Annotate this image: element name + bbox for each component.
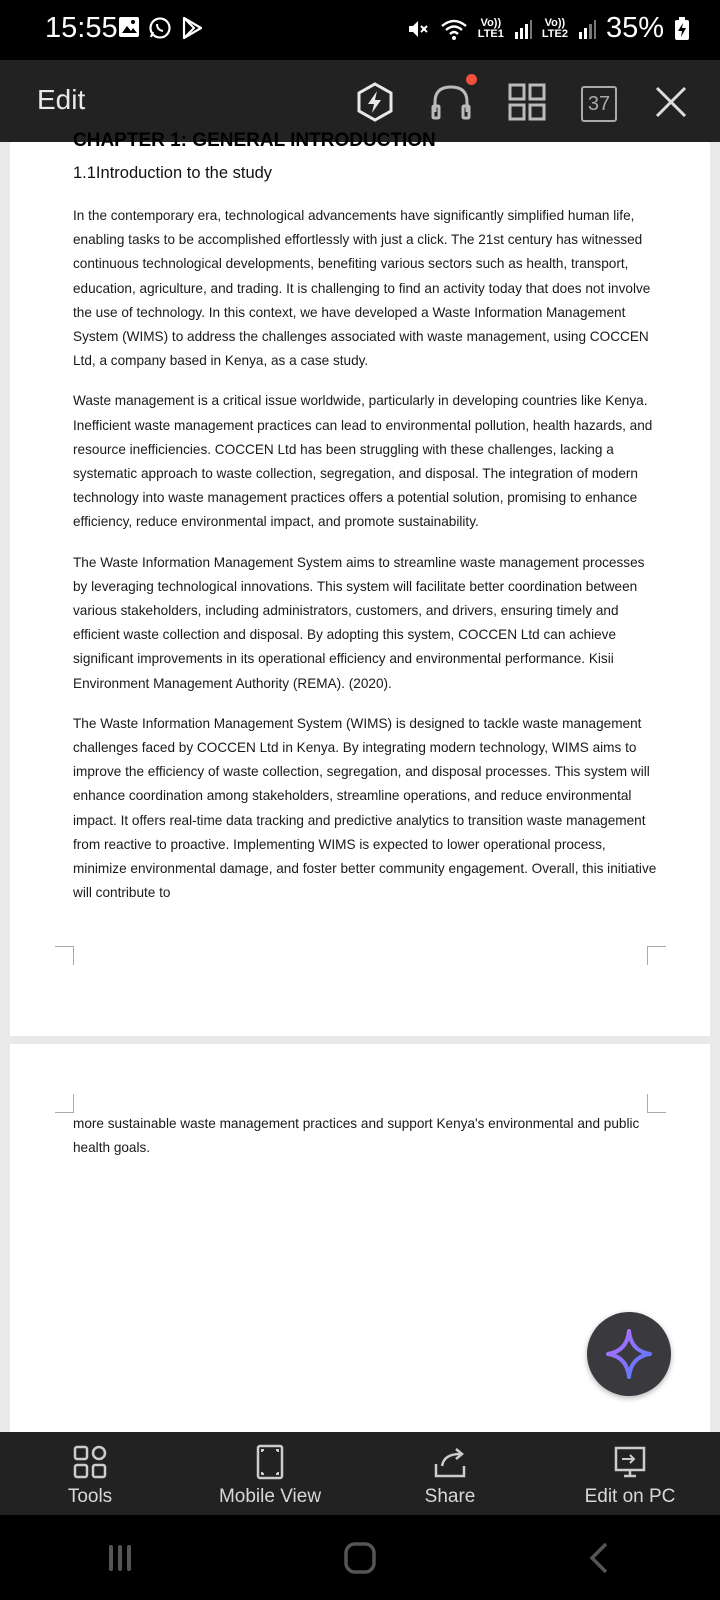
- edit-on-pc-button[interactable]: [540, 1432, 720, 1515]
- lte2-bottom: LTE2: [541, 27, 568, 40]
- mobile-view-icon: [252, 1444, 288, 1480]
- section-heading: 1.1Introduction to the study: [73, 164, 273, 182]
- tools-icon: [72, 1444, 108, 1480]
- battery-percent: 35%: [605, 12, 664, 44]
- layout-button[interactable]: [505, 80, 549, 124]
- close-button[interactable]: [649, 80, 693, 124]
- home-icon[interactable]: [340, 1538, 380, 1578]
- system-status-icons: [406, 12, 690, 45]
- recent-apps-icon[interactable]: [100, 1538, 140, 1578]
- paragraph: The Waste Information Management System aims to streamline waste management processes by leveraging technological innovations. This system will facilitate better coordination between various stakeholders, including administrators, customers, and drivers, ensuring timely and efficient waste collection and disposal. By adopting this system, COCCEN Ltd can achieve significant improvements in its operational efficiency and environmental performance. Kisii Environment Management Authority (REMA). (2020).: [73, 554, 645, 691]
- share-label: Share: [424, 1486, 476, 1507]
- chapter-title: CHAPTER 1: GENERAL INTRODUCTION: [73, 130, 436, 151]
- close-icon: [649, 80, 693, 124]
- status-bar: [0, 0, 720, 60]
- toolbar: [353, 80, 693, 124]
- document-page-1[interactable]: [10, 130, 710, 1036]
- tools-button[interactable]: [0, 1432, 180, 1515]
- margin-corner-mark: [647, 1094, 666, 1113]
- signal2-icon: [578, 18, 596, 40]
- paragraph: Waste management is a critical issue worldwide, particularly in developing countries like Kenya. Inefficient waste management practices can lead to environmental pollution, health hazards, and resource inefficiencies. COCCEN Ltd has been struggling with these challenges, lacking a systematic approach to waste collection, segregation, and disposal. The integration of modern technology into waste management practices offers a potential solution, promising to enhance efficiency, reduce environmental impact, and promote sustainability.: [73, 393, 653, 530]
- bolt-hexagon-icon: [353, 80, 397, 124]
- battery-charging-icon: [674, 17, 690, 41]
- page-count-button[interactable]: 37: [581, 86, 617, 122]
- lte2-top: Vo)): [544, 16, 566, 29]
- edit-button[interactable]: Edit: [37, 84, 86, 115]
- headphones-icon: [429, 80, 473, 124]
- edit-on-pc-label: Edit on PC: [584, 1486, 676, 1507]
- margin-corner-mark: [55, 946, 74, 965]
- status-time: 15:55: [45, 12, 118, 44]
- back-icon[interactable]: [580, 1538, 620, 1578]
- margin-corner-mark: [55, 1094, 74, 1113]
- paragraph: more sustainable waste management practices and support Kenya's environmental and public health goals.: [73, 1116, 640, 1156]
- share-icon: [432, 1444, 468, 1480]
- grid-icon: [505, 80, 549, 124]
- play-store-icon: [180, 16, 204, 40]
- monitor-icon: [612, 1444, 648, 1480]
- share-button[interactable]: [360, 1432, 540, 1515]
- notification-icons: [118, 16, 204, 40]
- chapter-title-clip: [73, 130, 473, 152]
- mobile-view-label: Mobile View: [218, 1486, 322, 1507]
- whatsapp-icon: [148, 16, 172, 40]
- gallery-icon: [118, 16, 140, 38]
- paragraph: The Waste Information Management System (WIMS) is designed to tackle waste management challenges faced by COCCEN Ltd in Kenya. By integrating modern technology, WIMS aims to improve the efficiency of waste collection, segregation, and disposal processes. This system will enhance coordination among stakeholders, streamline operations, and reduce environmental impact. It offers real-time data tracking and predictive analytics to transition waste management from reactive to proactive. Implementing WIMS is expected to lower operational process, minimize environmental damage, and foster better community engagement. Overall, this initiative will contribute to: [73, 715, 657, 901]
- paragraph: In the contemporary era, technological advancements have significantly simplified human life, enabling tasks to be accomplished effortlessly with just a click. The 21st century has witnessed continuous technological developments, benefiting various sectors such as health, transport, education, agriculture, and trading. It is challenging to find an activity today that does not involve the use of technology. In this context, we have developed a Waste Information Management System (WIMS) to address the challenges associated with waste management, using COCCEN Ltd, a company based in Kenya, as a case study.: [73, 208, 651, 369]
- mobile-view-button[interactable]: [180, 1432, 360, 1515]
- sparkle-icon: [606, 1329, 652, 1379]
- mute-icon: [406, 17, 430, 41]
- bottom-toolbar: [0, 1432, 720, 1515]
- signal1-icon: [514, 18, 532, 40]
- lte1-top: Vo)): [480, 16, 502, 29]
- tools-label: Tools: [67, 1486, 113, 1507]
- page-1-body: [73, 204, 659, 921]
- lte1-bottom: LTE1: [477, 27, 504, 40]
- margin-corner-mark: [647, 946, 666, 965]
- lte1-indicator: [478, 18, 504, 40]
- lte2-indicator: [542, 18, 568, 40]
- notification-dot: [466, 74, 477, 85]
- ai-assistant-button[interactable]: [587, 1312, 671, 1396]
- system-nav-bar: [0, 1515, 720, 1600]
- wifi-icon: [440, 17, 468, 41]
- page-2-body: [73, 1112, 659, 1176]
- read-aloud-button[interactable]: [429, 80, 473, 124]
- quick-action-button[interactable]: [353, 80, 397, 124]
